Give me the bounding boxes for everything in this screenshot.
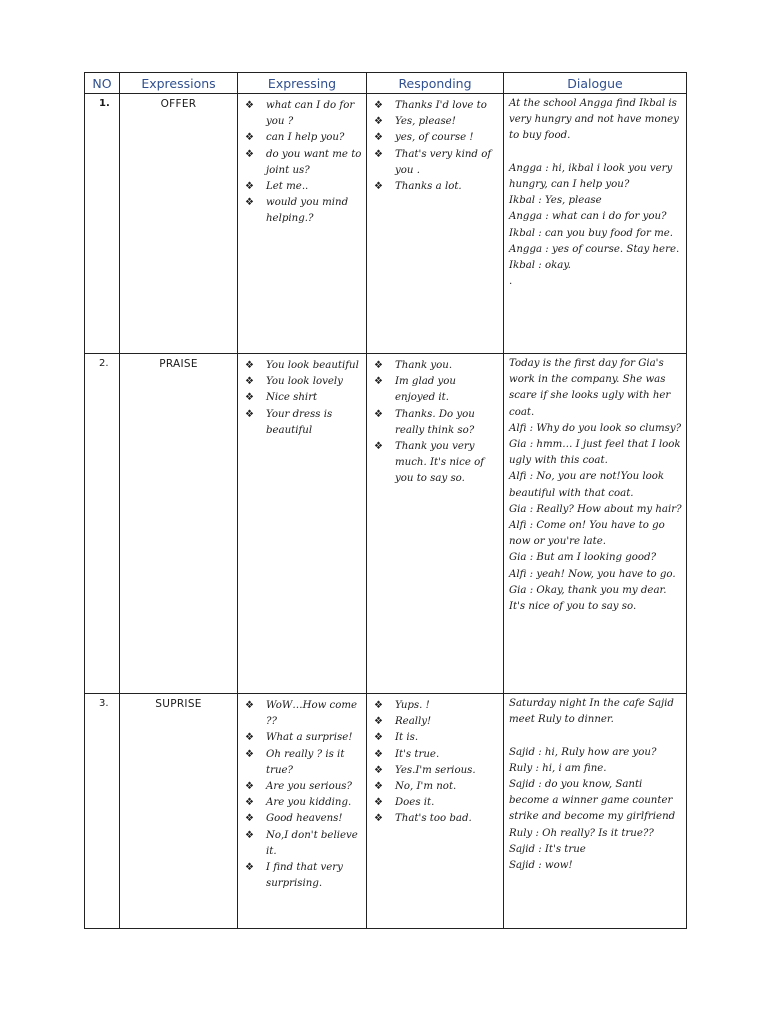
- header-dialogue: Dialogue: [504, 73, 687, 94]
- list-item-text: Yups. !: [395, 700, 430, 711]
- list-item: [371, 763, 499, 779]
- table-header-row: [85, 73, 687, 94]
- dialogue-line: Sajid : do you know, Santi become a winner game counter strike and become my girlfriend: [509, 779, 676, 823]
- list-item: [371, 358, 499, 374]
- bullet-icon: ❖: [245, 829, 254, 841]
- list-item-text: Thank you.: [395, 360, 453, 371]
- responding-cell: [367, 354, 504, 694]
- bullet-icon: ❖: [374, 716, 383, 728]
- list-item-text: Your dress is beautiful: [266, 408, 333, 436]
- list-item-text: yes, of course !: [395, 132, 474, 144]
- dialogue-line: Ruly : hi, i am fine.: [509, 762, 607, 774]
- list-item-text: Oh really ? is it true?: [266, 748, 345, 776]
- dialogue-line: Sajid : wow!: [509, 860, 573, 872]
- bullet-icon: ❖: [374, 181, 383, 193]
- bullet-icon: ❖: [245, 748, 254, 760]
- list-item-text: You look lovely: [266, 376, 343, 388]
- responding-list: [367, 94, 503, 195]
- list-item: [242, 779, 362, 795]
- list-item-text: What a surprise!: [266, 732, 353, 744]
- table-row: [85, 694, 687, 929]
- bullet-icon: ❖: [245, 360, 254, 371]
- list-item: [242, 98, 362, 130]
- list-item: [371, 179, 499, 195]
- list-item-text: Thanks I'd love to: [395, 100, 487, 111]
- list-item: [242, 795, 362, 811]
- dialogue-line: Ruly : Oh really? Is it true??: [509, 827, 654, 839]
- responding-cell: [367, 694, 504, 929]
- list-item-text: Are you kidding.: [266, 797, 352, 809]
- list-item-text: Yes.I'm serious.: [395, 764, 476, 776]
- list-item: [371, 374, 499, 406]
- list-item: [371, 730, 499, 746]
- list-item-text: Good heavens!: [266, 813, 343, 825]
- list-item: [242, 390, 362, 406]
- list-item-text: Are you serious?: [266, 781, 352, 793]
- list-item: [242, 828, 362, 860]
- list-item-text: what can I do for you ?: [266, 100, 355, 128]
- bullet-icon: ❖: [374, 700, 383, 711]
- expressing-list: [238, 354, 366, 439]
- dialogue-text: [504, 354, 686, 615]
- dialogue-cell: [504, 94, 687, 354]
- bullet-icon: ❖: [374, 116, 383, 128]
- list-item: [242, 747, 362, 779]
- dialogue-text: [504, 694, 686, 874]
- list-item: [371, 795, 499, 811]
- list-item: [242, 374, 362, 390]
- bullet-icon: ❖: [245, 797, 254, 809]
- bullet-icon: ❖: [374, 148, 383, 160]
- list-item-text: You look beautiful: [266, 360, 359, 371]
- bullet-icon: ❖: [374, 100, 383, 111]
- bullet-icon: ❖: [374, 360, 383, 371]
- list-item: [371, 779, 499, 795]
- bullet-icon: ❖: [374, 797, 383, 809]
- bullet-icon: ❖: [245, 148, 254, 160]
- bullet-icon: ❖: [374, 781, 383, 793]
- dialogue-line: Ikbal : can you buy food for me.: [509, 227, 674, 239]
- expression-name: OFFER: [120, 94, 238, 354]
- bullet-icon: ❖: [245, 732, 254, 744]
- list-item: [371, 147, 499, 179]
- dialogue-line: Angga : yes of course. Stay here.: [509, 243, 680, 255]
- table-row: [85, 354, 687, 694]
- bullet-icon: ❖: [374, 764, 383, 776]
- list-item-text: No, I'm not.: [395, 781, 457, 793]
- dialogue-line: Alfi : No, you are not!You look beautiful with that coat.: [509, 471, 665, 499]
- list-item: [242, 130, 362, 146]
- list-item: [242, 179, 362, 195]
- expressing-cell: [238, 694, 367, 929]
- list-item-text: would you mind helping.?: [266, 197, 349, 225]
- header-no: NO: [85, 73, 120, 94]
- bullet-icon: ❖: [245, 862, 254, 874]
- dialogue-line: Alfi : Why do you look so clumsy?: [509, 422, 682, 434]
- expressing-list: [238, 94, 366, 228]
- dialogue-line: [509, 728, 682, 744]
- list-item-text: Yes, please!: [395, 116, 456, 128]
- list-item: [371, 114, 499, 130]
- list-item: [242, 860, 362, 892]
- bullet-icon: ❖: [245, 408, 254, 420]
- expression-name: SUPRISE: [120, 694, 238, 929]
- expressing-list: [238, 694, 366, 892]
- dialogue-text: [504, 94, 686, 290]
- bullet-icon: ❖: [374, 748, 383, 760]
- list-item: [371, 98, 499, 114]
- dialogue-line: Angga : what can i do for you?: [509, 211, 667, 223]
- responding-list: [367, 694, 503, 828]
- list-item: [242, 730, 362, 746]
- responding-list: [367, 354, 503, 488]
- list-item: [371, 439, 499, 488]
- bullet-icon: ❖: [245, 132, 254, 144]
- list-item-text: Thanks a lot.: [395, 181, 462, 193]
- bullet-icon: ❖: [245, 781, 254, 793]
- bullet-icon: ❖: [245, 700, 254, 711]
- bullet-icon: ❖: [245, 197, 254, 209]
- list-item-text: do you want me to joint us?: [266, 148, 362, 176]
- dialogue-line: Today is the first day for Gia's work in the company. She was scare if she looks ugly with her coat.: [509, 358, 671, 418]
- header-expressing: Expressing: [238, 73, 367, 94]
- bullet-icon: ❖: [245, 100, 254, 111]
- dialogue-cell: [504, 694, 687, 929]
- list-item-text: That's too bad.: [395, 813, 472, 825]
- dialogue-cell: [504, 354, 687, 694]
- dialogue-line: Ikbal : okay.: [509, 260, 571, 272]
- header-expressions: Expressions: [120, 73, 238, 94]
- list-item-text: Does it.: [395, 797, 435, 809]
- bullet-icon: ❖: [374, 376, 383, 388]
- list-item-text: No,I don't believe it.: [266, 829, 358, 857]
- row-number: 1.: [85, 94, 120, 354]
- dialogue-line: Angga : hi, ikbal i look you very hungry, can I help you?: [509, 162, 673, 190]
- bullet-icon: ❖: [374, 732, 383, 744]
- dialogue-line: Sajid : It's true: [509, 843, 586, 855]
- list-item: [371, 407, 499, 439]
- dialogue-line: Gia : But am I looking good?: [509, 552, 657, 564]
- list-item-text: Thank you very much. It's nice of you to say so.: [395, 441, 485, 485]
- bullet-icon: ❖: [374, 441, 383, 453]
- dialogue-line: Alfi : Come on! You have to go now or you're late.: [509, 520, 665, 548]
- dialogue-line: Gia : Okay, thank you my dear. It's nice of you to say so.: [509, 584, 667, 613]
- list-item: [371, 130, 499, 146]
- dialogue-line: Ikbal : Yes, please: [509, 195, 602, 207]
- list-item: [371, 698, 499, 714]
- expressing-cell: [238, 94, 367, 354]
- bullet-icon: ❖: [245, 181, 254, 193]
- expressions-table: [84, 72, 687, 929]
- list-item-text: I find that very surprising.: [266, 862, 343, 890]
- list-item-text: Im glad you enjoyed it.: [395, 376, 456, 404]
- dialogue-line: [509, 145, 682, 161]
- list-item: [371, 714, 499, 730]
- row-number: 3.: [85, 694, 120, 929]
- list-item-text: Thanks. Do you really think so?: [395, 408, 475, 436]
- list-item: [242, 147, 362, 179]
- list-item-text: Really!: [395, 716, 432, 728]
- list-item: [242, 407, 362, 439]
- expression-name: PRAISE: [120, 354, 238, 694]
- list-item-text: Nice shirt: [266, 392, 318, 404]
- row-number: 2.: [85, 354, 120, 694]
- list-item-text: It's true.: [395, 748, 440, 760]
- list-item-text: It is.: [395, 732, 419, 744]
- list-item-text: WoW…How come ??: [266, 700, 358, 728]
- list-item: [371, 811, 499, 827]
- list-item: [371, 747, 499, 763]
- list-item: [242, 811, 362, 827]
- dialogue-line: Saturday night In the cafe Sajid meet Ruly to dinner.: [509, 698, 674, 726]
- list-item-text: That's very kind of you .: [395, 148, 492, 176]
- list-item: [242, 195, 362, 227]
- bullet-icon: ❖: [245, 392, 254, 404]
- header-responding: Responding: [367, 73, 504, 94]
- bullet-icon: ❖: [245, 813, 254, 825]
- list-item-text: Let me..: [266, 181, 309, 193]
- dialogue-line: At the school Angga find Ikbal is very hungry and not have money to buy food.: [509, 98, 679, 142]
- dialogue-line: Sajid : hi, Ruly how are you?: [509, 746, 657, 758]
- dialogue-line: Gia : Really? How about my hair?: [509, 503, 682, 515]
- expressing-cell: [238, 354, 367, 694]
- dialogue-line: Alfi : yeah! Now, you have to go.: [509, 568, 676, 580]
- dialogue-line: .: [509, 276, 513, 288]
- responding-cell: [367, 94, 504, 354]
- list-item: [242, 698, 362, 730]
- bullet-icon: ❖: [374, 408, 383, 420]
- table-row: [85, 94, 687, 354]
- list-item-text: can I help you?: [266, 132, 345, 144]
- bullet-icon: ❖: [245, 376, 254, 388]
- bullet-icon: ❖: [374, 132, 383, 144]
- bullet-icon: ❖: [374, 813, 383, 825]
- dialogue-line: Gia : hmm… I just feel that I look ugly with this coat.: [509, 439, 681, 467]
- list-item: [242, 358, 362, 374]
